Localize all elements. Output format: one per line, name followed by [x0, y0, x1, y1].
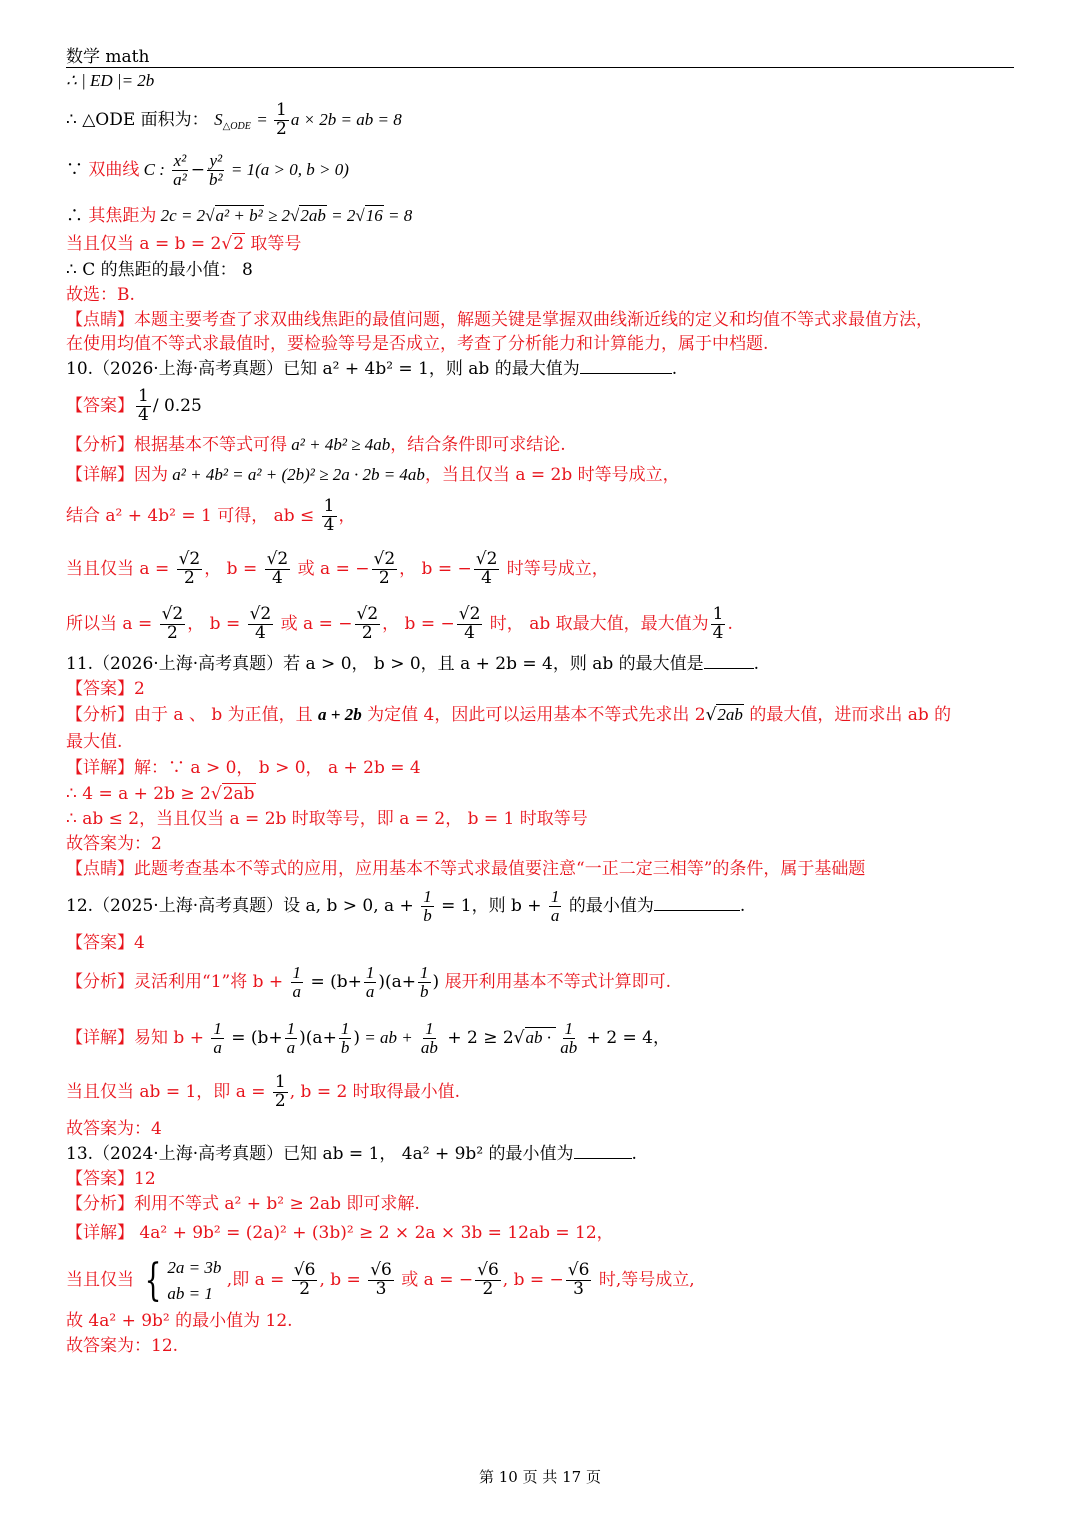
header-divider: [66, 67, 1014, 68]
q12-detail-2: 当且仅当 ab = 1，即 a = $\frac{1}{2}$ , b = 2 时取得最小值.: [66, 1072, 461, 1111]
step-min-focal: ∴ C 的焦距的最小值： 8: [66, 260, 253, 280]
q10-analysis: 【分析】根据基本不等式可得 a² + 4b² ≥ 4ab，结合条件即可求结论.: [66, 435, 566, 455]
q13-detail-2: 当且仅当 { 2a = 3b ab = 1 ,即 a = $\frac{√6}{2}$ , b = $\frac{√6}{3}$ 或 a = − $\frac{√6}{2}$ , b = − $\frac{√6}{3}$ 时,等号成立,: [66, 1254, 695, 1306]
q11-analysis-1: 【分析】由于 a 、 b 为正值，且 a + 2b 为定值 4，因此可以运用基本不等式先求出 2√2ab 的最大值，进而求出 ab 的: [66, 705, 952, 725]
step-ed: ∴ | ED |= 2b: [66, 71, 155, 90]
choice-line: 故选：B.: [66, 285, 135, 305]
note-line-2: 在使用均值不等式求最值时，要检验等号是否成立，考查了分析能力和计算能力，属于中档题.: [66, 334, 769, 354]
q11-note: 【点睛】此题考查基本不等式的应用，应用基本不等式求最值要注意“一正二定三相等”的条件，属于基础题: [66, 859, 866, 879]
q11-detail-3: ∴ ab ≤ 2，当且仅当 a = 2b 时取等号，即 a = 2， b = 1 时取等号: [66, 809, 588, 829]
step-focal: ∴ 其焦距为 2c = 2√a² + b² ≥ 2√2ab = 2√16 = 8: [66, 206, 413, 226]
step-area: ∴ △ODE 面积为： $S_{\triangle ODE}$ = $\frac{1}{2}$ a × 2b = ab = 8: [66, 100, 402, 139]
q11-detail-2: ∴ 4 = a + 2b ≥ 2√2ab: [66, 784, 255, 804]
step-hyperbola: ∵ 双曲线 C : $\frac{\text{x²}}{\text{a²}}$ − $\frac{\text{y²}}{\text{b²}}$ = 1(a > 0, b > 0): [66, 151, 349, 189]
page-header: 数学 math: [66, 47, 150, 67]
q13-detail-3: 故 4a² + 9b² 的最小值为 12.: [66, 1311, 293, 1331]
q11-answer: 【答案】2: [66, 679, 145, 699]
q12-detail-1: 【详解】易知 b + $\frac{1}{a}$ = (b+ $\frac{1}{a}$ )(a+ $\frac{1}{b}$ ) = ab + $\frac{1}{ab}$ + 2 ≥ 2√ab · $\frac{1}{ab}$ + 2 = 4，: [66, 1019, 671, 1057]
q12-title: 12.（2025·上海·高考真题）设 a, b > 0, a + $\frac{1}{b}$ = 1，则 b + $\frac{1}{a}$ 的最小值为 .: [66, 887, 746, 925]
q11-title: 11.（2026·上海·高考真题）若 a > 0， b > 0，且 a + 2b = 4，则 ab 的最大值是 .: [66, 654, 760, 674]
q11-detail-1: 【详解】解：∵ a > 0， b > 0， a + 2b = 4: [66, 758, 421, 778]
q10-detail-3: 当且仅当 a = $\frac{√2}{2}$ ， b = $\frac{√2}{4}$ 或 a = − $\frac{√2}{2}$ ， b = − $\frac{√2}{4}$ 时等号成立，: [66, 549, 609, 588]
page-footer: 第 10 页 共 17 页: [478, 1468, 601, 1486]
q11-detail-4: 故答案为：2: [66, 834, 162, 854]
note-line-1: 【点睛】本题主要考查了求双曲线焦距的最值问题，解题关键是掌握双曲线渐近线的定义和均值不等式求最值方法，: [66, 310, 933, 330]
q12-detail-3: 故答案为：4: [66, 1119, 162, 1139]
q13-analysis: 【分析】利用不等式 a² + b² ≥ 2ab 即可求解.: [66, 1194, 420, 1214]
q13-detail-4: 故答案为：12.: [66, 1336, 179, 1356]
q13-title: 13.（2024·上海·高考真题）已知 ab = 1， 4a² + 9b² 的最小值为 .: [66, 1144, 637, 1164]
q12-analysis: 【分析】灵活利用“1”将 b + $\frac{1}{a}$ = (b+ $\frac{1}{a}$ )(a+ $\frac{1}{b}$ ) 展开利用基本不等式计算即可.: [66, 963, 671, 1001]
q10-detail-2: 结合 a² + 4b² = 1 可得， ab ≤ $\frac{1}{4}$ ，: [66, 496, 356, 535]
q13-answer: 【答案】12: [66, 1169, 156, 1189]
q11-analysis-2: 最大值.: [66, 732, 123, 752]
q10-detail-4: 所以当 a = $\frac{√2}{2}$ ， b = $\frac{√2}{4}$ 或 a = − $\frac{√2}{2}$ ， b = − $\frac{√2}{4}$ 时， ab 取最大值，最大值为 $\frac{1}{4}$ .: [66, 604, 733, 643]
q13-detail-1: 【详解】 4a² + 9b² = (2a)² + (3b)² ≥ 2 × 2a × 3b = 12ab = 12，: [66, 1223, 614, 1243]
q12-answer: 【答案】4: [66, 933, 145, 953]
q10-answer: 【答案】 $\frac{1}{4}$ / 0.25: [66, 386, 202, 425]
step-equality: 当且仅当 a = b = 2√2 取等号: [66, 234, 302, 254]
q10-title: 10.（2026·上海·高考真题）已知 a² + 4b² = 1，则 ab 的最大值为 .: [66, 359, 678, 379]
q10-detail-1: 【详解】因为 a² + 4b² = a² + (2b)² ≥ 2a · 2b = 4ab，当且仅当 a = 2b 时等号成立，: [66, 465, 680, 485]
